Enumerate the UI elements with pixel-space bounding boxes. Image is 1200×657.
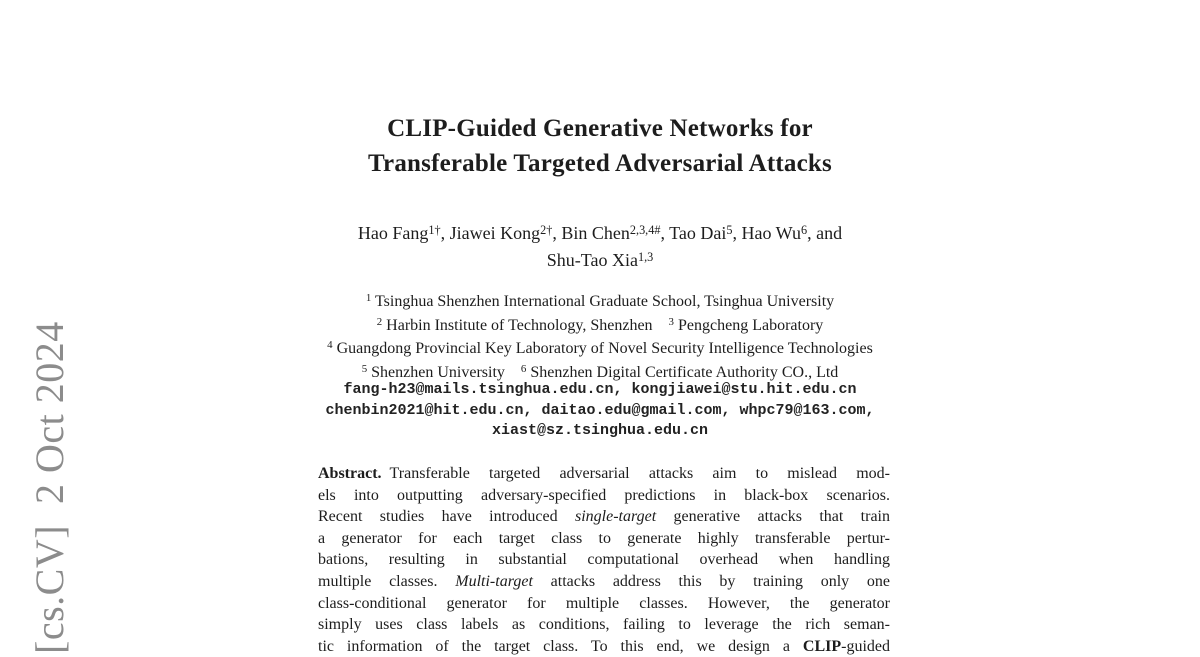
text-segment: , Jiawei Kong [440,223,541,243]
text-segment: Harbin Institute of Technology, Shenzhen [382,316,653,334]
text-segment: Shenzhen University [367,363,505,381]
text-segment: Shenzhen Digital Certificate Authority CO., Ltd [526,363,839,381]
text-segment: , Bin Chen [552,223,630,243]
text-line [318,614,890,636]
text-segment: bations, resulting in substantial computational overhead when handling [318,551,890,569]
superscript: 5 [361,362,368,375]
text-line [318,636,890,657]
text-segment: Tsinghua Shenzhen International Graduate School, Tsinghua University [371,293,835,310]
text-segment: Pengcheng Laboratory [673,316,824,334]
text-line [0,248,1200,275]
text-segment: Abstract. [318,465,382,482]
text-line: fang-h23@mails.tsinghua.edu.cn, kongjiawei@stu.hit.edu.cn [343,381,857,398]
text-segment: simply uses class labels as conditions, failing to leverage the rich seman- [318,616,890,634]
superscript: 1† [428,222,441,237]
superscript: 5 [726,222,733,237]
superscript: 1,3 [637,249,654,264]
text-segment: tic information of the target class. To this end, we design a [318,637,803,655]
text-segment: Guangdong Provincial Key Laboratory of Novel Security Intelligence Technologies [332,340,873,358]
superscript: 2,3,4# [629,222,661,237]
text-line: Transferable Targeted Adversarial Attacks [368,150,832,177]
text-line [318,549,890,571]
text-line [318,528,890,550]
text-line [318,593,890,615]
text-segment: single-target [574,508,657,526]
affiliation-list [0,291,1200,385]
text-segment: class-conditional generator for multiple classes. However, the generator [318,594,890,612]
text-segment: a generator for each target class to generate highly transferable pertur- [318,529,890,547]
text-line [318,463,890,485]
superscript: 6 [520,362,527,375]
text-segment: Multi-target [455,572,533,590]
abstract-block [318,463,890,657]
text-segment [653,317,669,334]
text-segment: generative attacks that train [656,508,890,526]
text-segment: multiple classes. [318,572,456,590]
text-line: xiast@sz.tsinghua.edu.cn [491,422,709,440]
text-segment [505,364,521,381]
text-segment: , Hao Wu [732,223,801,243]
text-line [0,338,1200,362]
text-segment: attacks address this by training only one [532,572,890,590]
superscript: 3 [668,315,674,328]
superscript: 2† [540,222,553,237]
superscript: 1 [365,292,372,305]
superscript: 2 [376,315,383,328]
text-segment: Transferable targeted adversarial attacks aim to mislead mod- [381,465,890,482]
arxiv-stamp: [cs.CV] 2 Oct 2024 [27,321,72,654]
text-line [0,221,1200,248]
author-list [0,221,1200,275]
text-segment: , Tao Dai [660,223,727,243]
text-segment: CLIP [802,637,842,655]
text-line [318,485,890,507]
superscript: 6 [800,222,808,237]
superscript: 4 [327,339,333,352]
text-segment: els into outputting adversary-specified predictions in black-box scenarios. [318,486,890,504]
text-line [318,571,890,593]
text-line [0,291,1200,315]
text-segment: Shu-Tao Xia [546,250,638,270]
text-segment: Hao Fang [357,223,429,243]
text-line [0,315,1200,339]
text-segment: Recent studies have introduced [318,508,575,526]
text-segment: -guided [841,637,890,655]
text-segment: , and [807,223,843,243]
text-line: CLIP-Guided Generative Networks for [387,115,813,142]
text-line: chenbin2021@hit.edu.cn, daitao.edu@gmail.com, whpc79@163.com, [325,401,875,419]
author-emails [0,380,1200,442]
text-line [318,506,890,528]
paper-title [0,111,1200,181]
